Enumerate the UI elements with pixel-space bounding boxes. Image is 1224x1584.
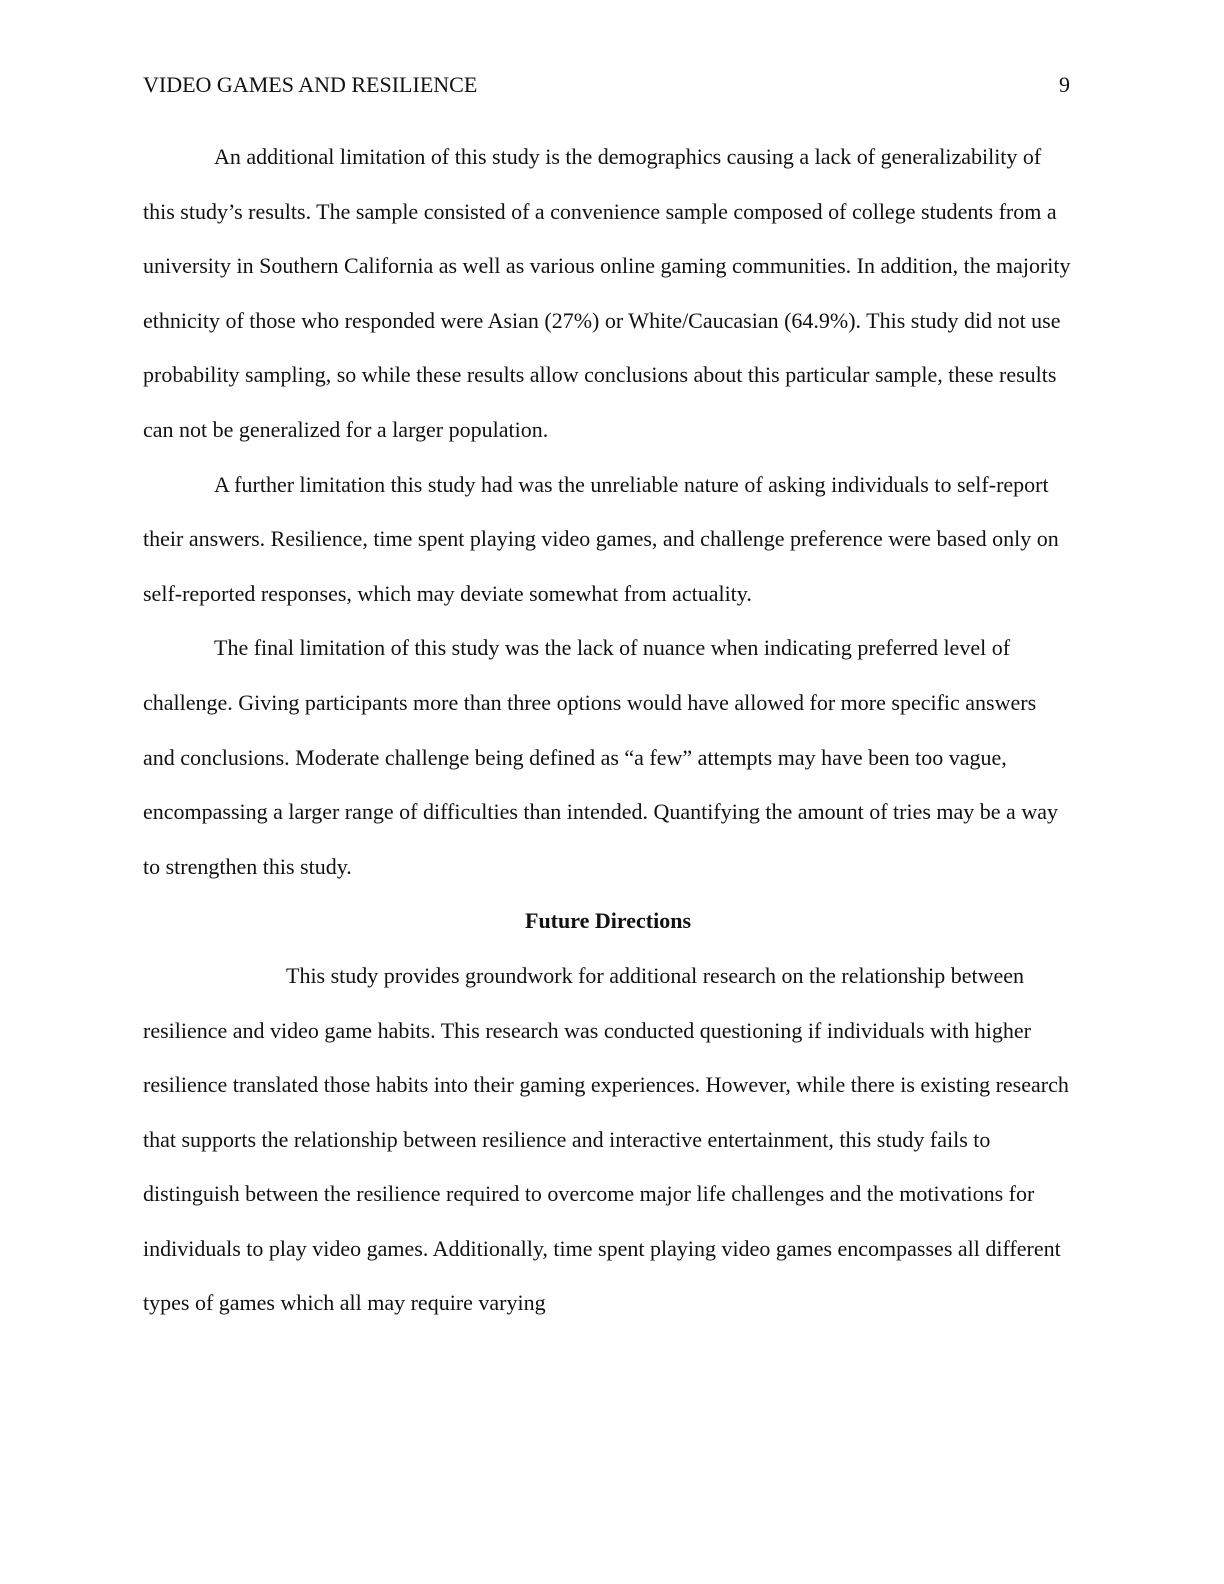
paragraph-self-report-limitation: A further limitation this study had was the unreliable nature of asking individuals to self-report their answers. Resilience, time spent playing video games, and challenge preference were based only on self-reported responses, which may deviate somewhat from actuality. (143, 471, 1059, 606)
section-heading-future-directions: Future Directions (525, 908, 691, 934)
running-head: VIDEO GAMES AND RESILIENCE (143, 72, 478, 97)
page-number: 9 (1059, 72, 1070, 97)
body-text (143, 130, 1073, 1331)
paragraph-demographics-limitation: An additional limitation of this study is the demographics causing a lack of generalizability of this study’s results. The sample consisted of a convenience sample composed of college students from a university in Southern California as well as various online gaming communities. In addition, the majority ethnicity of those who responded were Asian (27%) or White/Caucasian (64.9%). This study did not use probability sampling, so while these results allow conclusions about this particular sample, these results can not be generalized for a larger population. (143, 144, 1071, 442)
paragraph-future-directions: This study provides groundwork for additional research on the relationship between resilience and video game habits. This research was conducted questioning if individuals with higher resilience translated those habits into their gaming experiences. However, while there is existing research that supports the relationship between resilience and interactive entertainment, this study fails to distinguish between the resilience required to overcome major life challenges and the motivations for individuals to play video games. Additionally, time spent playing video games encompasses all different types of games which all may require varying (143, 962, 1069, 1316)
paragraph-challenge-limitation: The final limitation of this study was the lack of nuance when indicating preferred level of challenge. Giving participants more than three options would have allowed for more specific answers and conclusions. Moderate challenge being defined as “a few” attempts may have been too vague, encompassing a larger range of difficulties than intended. Quantifying the amount of tries may be a way to strengthen this study. (143, 635, 1058, 879)
